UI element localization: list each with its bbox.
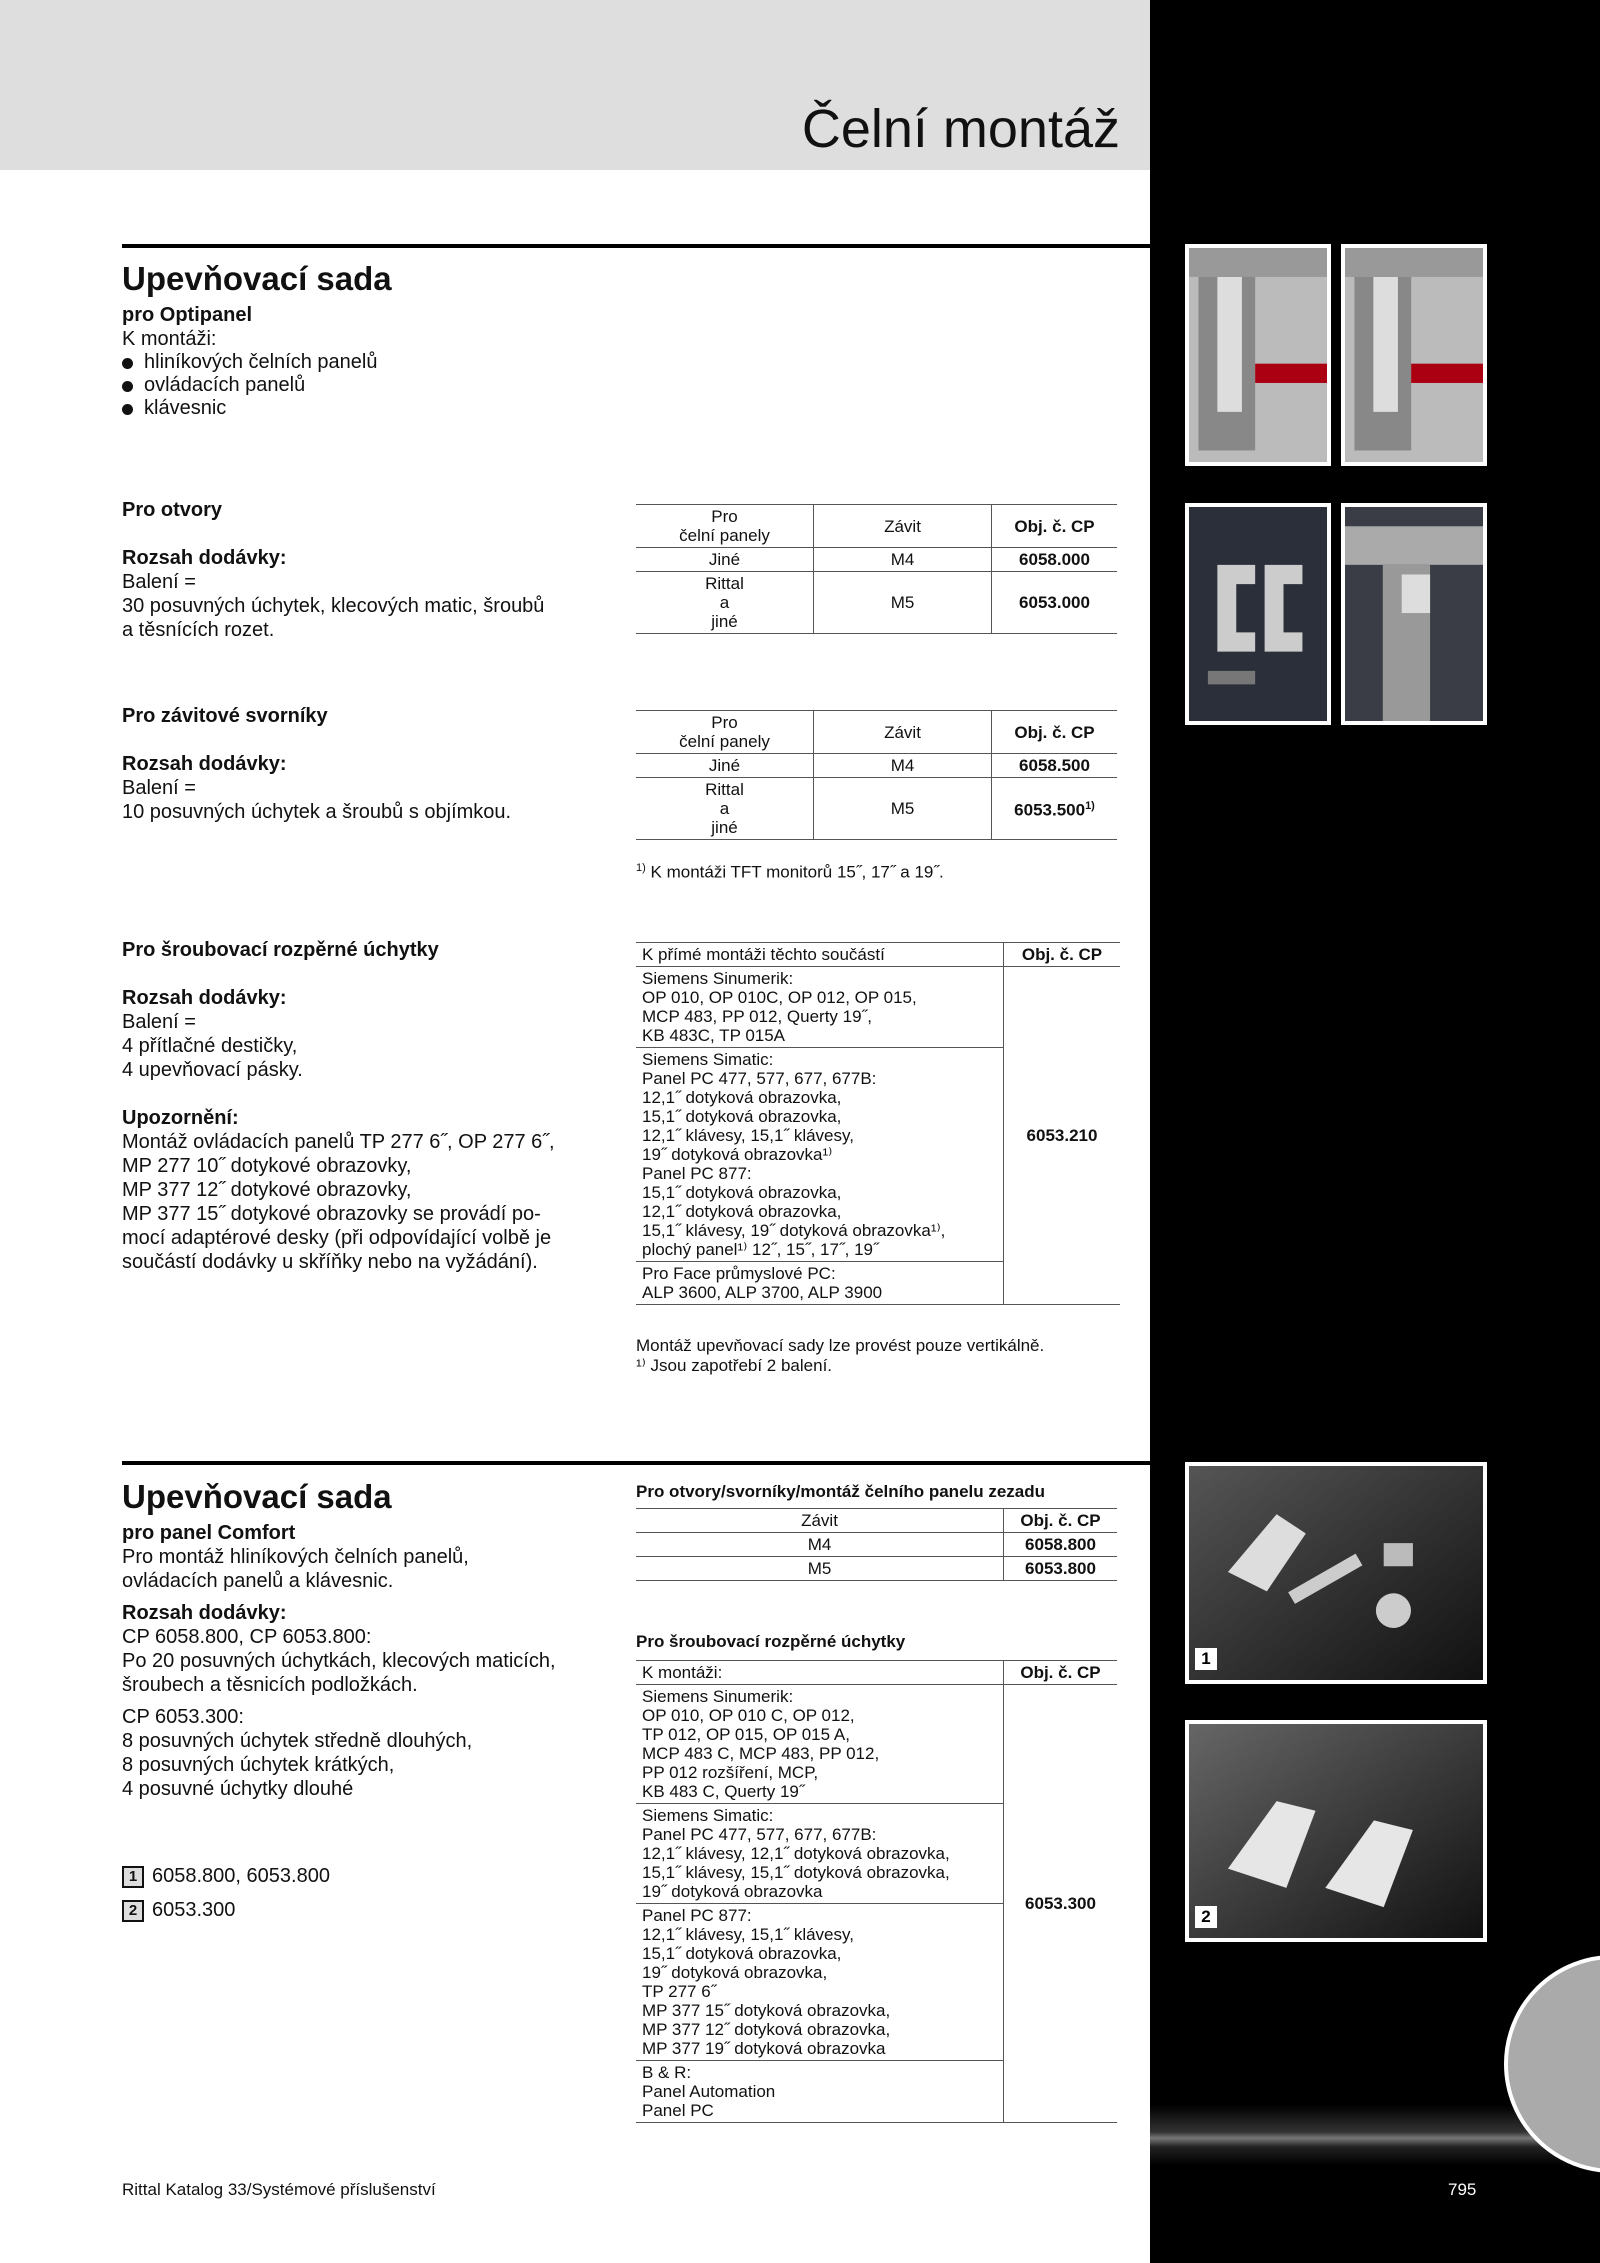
section1-subheading: pro Optipanel (122, 304, 252, 326)
table-row (636, 778, 1117, 840)
block-b-title: Pro závitové svorníky (122, 705, 328, 727)
section2-scope-label: Rozsah dodávky: (122, 1602, 287, 1624)
cell-line: OP 010, OP 010C, OP 012, OP 015, (642, 988, 917, 1007)
image-legend (122, 1864, 330, 1922)
cell-line: 15,1˝ dotyková obrazovka, (642, 1107, 842, 1126)
cell-line: plochý panel¹⁾ 12˝, 15˝, 17˝, 19˝ (642, 1240, 879, 1259)
table-cell (636, 1262, 1004, 1305)
note-line: ¹⁾ Jsou zapotřebí 2 balení. (636, 1356, 833, 1375)
cell-line: 12,1˝ klávesy, 15,1˝ klávesy, (642, 1925, 854, 1944)
cell-line: KB 483 C, Querty 19˝ (642, 1782, 805, 1801)
legend-number-badge: 1 (122, 1866, 144, 1888)
image-badge-1: 1 (1195, 1648, 1217, 1670)
cell-line: MP 377 19˝ dotyková obrazovka (642, 2039, 886, 2058)
block-c-text (122, 938, 592, 1274)
scope-line: šroubech a těsnicích podložkách. (122, 1674, 418, 1696)
table-header: Obj. č. CP (1004, 1661, 1118, 1685)
cell-line: Siemens Sinumerik: (642, 1687, 794, 1706)
bullet-item: klávesnic (122, 397, 722, 420)
footnote-text: K montáži TFT monitorů 15˝, 17˝ a 19˝. (650, 862, 944, 882)
order-code: 6053.500 (1014, 800, 1086, 820)
section2-intro (122, 1478, 602, 1801)
footnote-mark: 1) (1085, 800, 1095, 813)
cell-line: Panel PC (642, 2101, 714, 2120)
order-code-cell: 6053.210 (1004, 967, 1121, 1305)
block-c-line: 4 přítlačné destičky, (122, 1035, 298, 1057)
section1-rule (122, 244, 1150, 248)
table-row (636, 1533, 1117, 1557)
table-cell: M5 (814, 572, 992, 634)
cell-line: 15,1˝ klávesy, 15,1˝ dotyková obrazovka, (642, 1863, 950, 1882)
cell-line: MP 377 12˝ dotyková obrazovka, (642, 2020, 891, 2039)
block-c-scope-label: Rozsah dodávky: (122, 987, 287, 1009)
block-a-line: 30 posuvných úchytek, klecových matic, šroubů (122, 595, 545, 617)
legend-item (122, 1864, 330, 1888)
block-a-table (636, 504, 1117, 634)
block-c-note-line: Montáž ovládacích panelů TP 277 6˝, OP 277 6˝, (122, 1131, 555, 1153)
scope2-line: CP 6053.300: (122, 1706, 244, 1728)
product-photo-mounted (1341, 503, 1487, 725)
table-row (636, 548, 1117, 572)
table-header: Závit (814, 711, 992, 754)
page-number: 795 (1448, 2180, 1477, 2199)
section1-intro (122, 260, 722, 420)
table-row (636, 1685, 1117, 1804)
table-header: K přímé montáži těchto součástí (636, 943, 1004, 967)
cell-line: 15,1˝ dotyková obrazovka, (642, 1944, 842, 1963)
bullet-item: hliníkových čelních panelů (122, 351, 722, 374)
cell-line: 15,1˝ klávesy, 19˝ dotyková obrazovka¹⁾, (642, 1221, 946, 1240)
block-c-line: 4 upevňovací pásky. (122, 1059, 303, 1081)
cell-line: Siemens Simatic: (642, 1806, 774, 1825)
product-photo-1 (1185, 1462, 1487, 1684)
product-photo-clips (1185, 503, 1331, 725)
cell-line: 12,1˝ dotyková obrazovka, (642, 1088, 842, 1107)
table-header: Závit (636, 1509, 1004, 1533)
table2-caption: Pro šroubovací rozpěrné úchytky (636, 1632, 906, 1651)
cell-line: Panel PC 477, 577, 677, 677B: (642, 1825, 877, 1844)
block-c-note-line: mocí adaptérové desky (při odpovídající volbě je (122, 1227, 552, 1249)
cell-line: Pro Face průmyslové PC: (642, 1264, 836, 1283)
legend-number-badge: 2 (122, 1900, 144, 1922)
block-b-footnote (636, 858, 944, 883)
scope2-line: 8 posuvných úchytek středně dlouhých, (122, 1730, 473, 1752)
section1-intro-text: K montáži: (122, 328, 217, 350)
cell-line: Panel Automation (642, 2082, 776, 2101)
cell-line: B & R: (642, 2063, 692, 2082)
product-photo-profile-2 (1341, 244, 1487, 466)
block-c-table (636, 942, 1120, 1305)
cell-line: 19˝ dotyková obrazovka (642, 1882, 823, 1901)
table-cell: M4 (814, 754, 992, 778)
table-cell: 6053.000 (992, 572, 1118, 634)
section1-heading: Upevňovací sada (122, 260, 392, 297)
footnote-mark: 1) (636, 862, 646, 874)
cell-line: Panel PC 877: (642, 1164, 752, 1183)
block-b-text (122, 704, 622, 824)
block-a-line: a těsnících rozet. (122, 619, 275, 641)
cell-line: 12,1˝ dotyková obrazovka, (642, 1202, 842, 1221)
table-cell (636, 1904, 1004, 2061)
cell-line: PP 012 rozšíření, MCP, (642, 1763, 819, 1782)
block-c-note-line: MP 377 15˝ dotykové obrazovky se provádí po- (122, 1203, 541, 1225)
sidebar-panel (1150, 0, 1600, 2263)
block-c-note-line: součástí dodávky u skříňky nebo na vyžádání). (122, 1251, 538, 1273)
cell-line: 19˝ dotyková obrazovka, (642, 1963, 828, 1982)
table-header: Pro čelní panely (636, 711, 814, 754)
block-c-note-line: MP 377 12˝ dotykové obrazovky, (122, 1179, 412, 1201)
table-header: Obj. č. CP (992, 711, 1118, 754)
intro-line: Pro montáž hliníkových čelních panelů, (122, 1546, 469, 1568)
table-row (636, 1557, 1117, 1581)
note-line: Montáž upevňovací sady lze provést pouze vertikálně. (636, 1336, 1045, 1355)
table-header: Obj. č. CP (992, 505, 1118, 548)
table-header: Závit (814, 505, 992, 548)
cell-line: 12,1˝ klávesy, 12,1˝ dotyková obrazovka, (642, 1844, 950, 1863)
cell-line: Siemens Sinumerik: (642, 969, 794, 988)
cell-line: Panel PC 477, 577, 677, 677B: (642, 1069, 877, 1088)
bullet-item: ovládacích panelů (122, 374, 722, 397)
table-header: K montáži: (636, 1661, 1004, 1685)
block-c-title: Pro šroubovací rozpěrné úchytky (122, 939, 439, 961)
scope-line: Po 20 posuvných úchytkách, klecových maticích, (122, 1650, 556, 1672)
cell-line: Siemens Simatic: (642, 1050, 774, 1069)
table-cell (636, 967, 1004, 1048)
table-cell: 6058.500 (992, 754, 1118, 778)
table-cell: 6058.000 (992, 548, 1118, 572)
scope2-line: 8 posuvných úchytek krátkých, (122, 1754, 395, 1776)
block-c-notes (636, 1336, 1044, 1376)
cell-line: MP 377 15˝ dotyková obrazovka, (642, 2001, 891, 2020)
intro-line: ovládacích panelů a klávesnic. (122, 1570, 394, 1592)
table-cell: Rittal a jiné (636, 778, 814, 840)
image-badge-2: 2 (1195, 1906, 1217, 1928)
table-row (636, 754, 1117, 778)
legend-text: 6053.300 (152, 1899, 236, 1921)
cell-line: TP 277 6˝ (642, 1982, 717, 2001)
table1-caption: Pro otvory/svorníky/montáž čelního panelu zezadu (636, 1482, 1046, 1501)
block-c-line: Balení = (122, 1011, 196, 1033)
cell-line: OP 010, OP 010 C, OP 012, (642, 1706, 855, 1725)
table-cell (636, 1685, 1004, 1804)
catalog-footer: Rittal Katalog 33/Systémové příslušenství (122, 2180, 436, 2199)
block-a-text (122, 498, 622, 642)
section2-heading: Upevňovací sada (122, 1478, 392, 1515)
block-b-scope-label: Rozsah dodávky: (122, 753, 287, 775)
block-a-title: Pro otvory (122, 499, 223, 521)
legend-text: 6058.800, 6053.800 (152, 1865, 330, 1887)
cell-line: Panel PC 877: (642, 1906, 752, 1925)
block-b-line: Balení = (122, 777, 196, 799)
order-code-cell: 6053.300 (1004, 1685, 1118, 2123)
cell-line: KB 483C, TP 015A (642, 1026, 786, 1045)
section2-subheading: pro panel Comfort (122, 1522, 296, 1544)
table-header: Obj. č. CP (1004, 943, 1121, 967)
table-cell: M5 (814, 778, 992, 840)
scope-line: CP 6058.800, CP 6053.800: (122, 1626, 372, 1648)
cell-line: ALP 3600, ALP 3700, ALP 3900 (642, 1283, 883, 1302)
section1-bullets (122, 351, 722, 420)
cell-line: MCP 483, PP 012, Querty 19˝, (642, 1007, 872, 1026)
table-cell: M4 (814, 548, 992, 572)
block-a-scope-label: Rozsah dodávky: (122, 547, 287, 569)
section2-rule (122, 1461, 1150, 1465)
table-cell: M4 (636, 1533, 1004, 1557)
page-title: Čelní montáž (801, 99, 1120, 159)
cell-line: 15,1˝ dotyková obrazovka, (642, 1183, 842, 1202)
table-header: Pro čelní panely (636, 505, 814, 548)
comfort-devices-table (636, 1660, 1117, 2123)
table-cell (636, 2061, 1004, 2123)
block-c-note-label: Upozornění: (122, 1107, 239, 1129)
cell-line: 19˝ dotyková obrazovka¹⁾ (642, 1145, 833, 1164)
cell-line: MCP 483 C, MCP 483, PP 012, (642, 1744, 880, 1763)
table-cell: 6058.800 (1004, 1533, 1118, 1557)
table-cell: 6053.800 (1004, 1557, 1118, 1581)
block-b-table (636, 710, 1117, 840)
table-cell (636, 1048, 1004, 1262)
table-header: Obj. č. CP (1004, 1509, 1118, 1533)
cell-line: 12,1˝ klávesy, 15,1˝ klávesy, (642, 1126, 854, 1145)
cell-line: TP 012, OP 015, OP 015 A, (642, 1725, 850, 1744)
table-row (636, 967, 1120, 1048)
table-cell: Jiné (636, 548, 814, 572)
table-cell (636, 1804, 1004, 1904)
table-cell: M5 (636, 1557, 1004, 1581)
product-photo-2 (1185, 1720, 1487, 1942)
block-b-line: 10 posuvných úchytek a šroubů s objímkou. (122, 801, 512, 823)
scope2-line: 4 posuvné úchytky dlouhé (122, 1778, 354, 1800)
table-cell: Rittal a jiné (636, 572, 814, 634)
table-cell: Jiné (636, 754, 814, 778)
legend-item (122, 1898, 330, 1922)
table-row (636, 572, 1117, 634)
block-c-note-line: MP 277 10˝ dotykové obrazovky, (122, 1155, 412, 1177)
product-photo-profile-1 (1185, 244, 1331, 466)
table-cell (992, 778, 1118, 840)
comfort-thread-table (636, 1508, 1117, 1581)
block-a-line: Balení = (122, 571, 196, 593)
